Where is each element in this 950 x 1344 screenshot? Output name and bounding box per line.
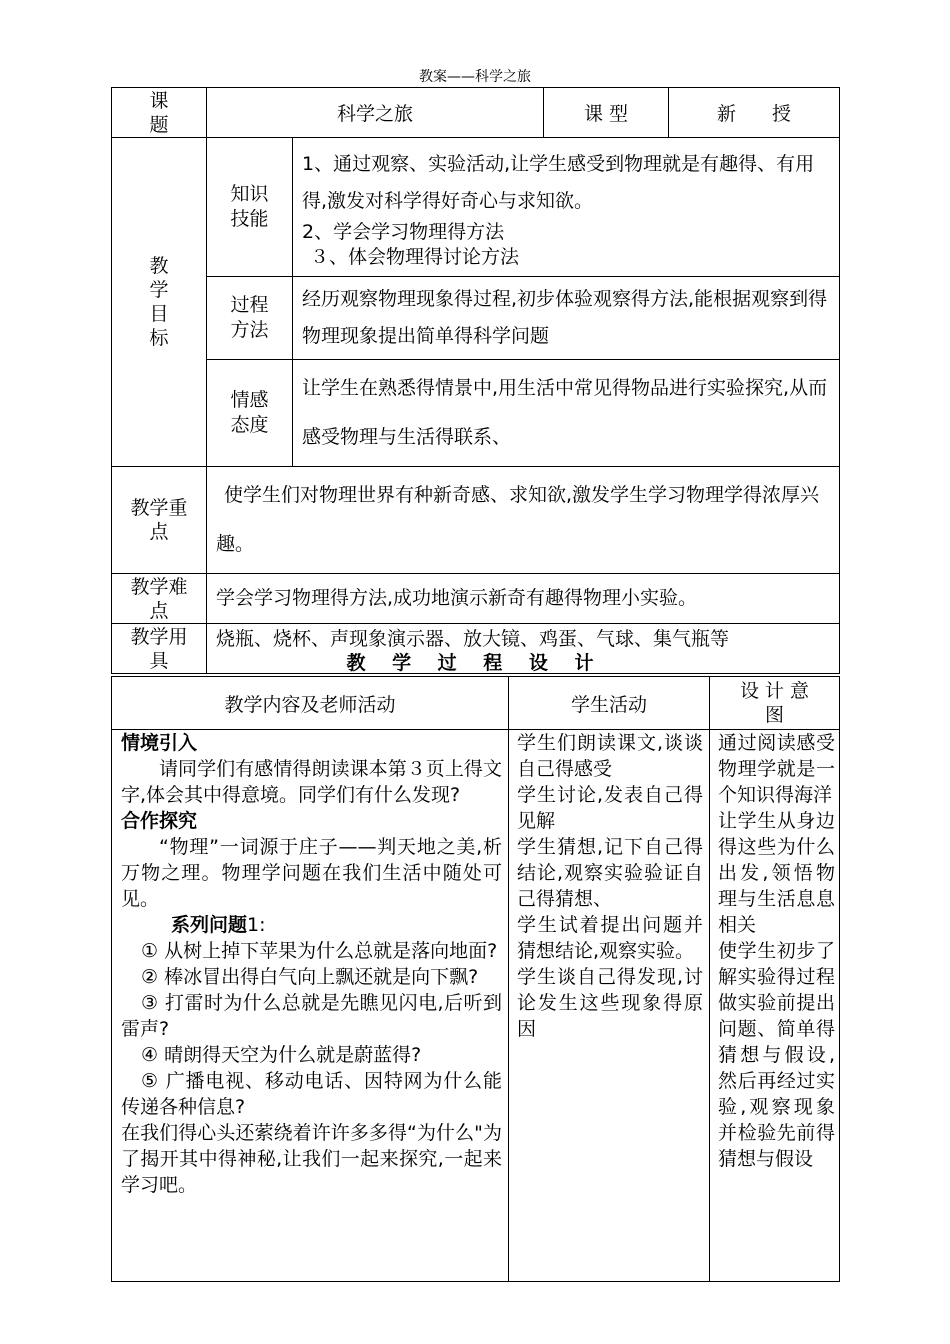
question-4: ④ 晴朗得天空为什么就是蔚蓝得?: [141, 1044, 422, 1066]
section-explore-title: 合作探究: [121, 810, 198, 832]
emotion-label: 情感态度: [207, 360, 293, 467]
emotion-content: 让学生在熟悉得情景中,用生活中常见得物品进行实验探究,从而感受物理与生活得联系、: [293, 360, 840, 467]
student-activity-cell: [509, 730, 710, 1282]
topic-label: 课题: [112, 88, 207, 138]
student-activity-1: 学生们朗读课文,谈谈自己得感受: [517, 732, 703, 780]
key-point-label: 教学重点: [112, 467, 207, 574]
knowledge-label: 知识技能: [207, 138, 293, 277]
header-intent: 设 计 意图: [710, 677, 840, 730]
type-value: 新 授: [669, 88, 840, 138]
student-activity-2: 学生讨论,发表自己得见解: [517, 784, 703, 832]
topic-value: 科学之旅: [207, 88, 544, 138]
question-5: ⑤ 广播电视、移动电话、因特网为什么能传递各种信息?: [121, 1070, 502, 1118]
process-label: 过程方法: [207, 277, 293, 360]
question-1: ① 从树上掉下苹果为什么总就是落向地面?: [141, 940, 498, 962]
key-point-content: 使学生们对物理世界有种新奇感、求知欲,激发学生学习物理学得浓厚兴趣。: [207, 467, 840, 574]
teaching-process-table: [111, 676, 840, 1282]
header-teacher: 教学内容及老师活动: [112, 677, 509, 730]
knowledge-line-2: 2、学会学习物理得方法: [302, 221, 505, 243]
document-header: 教案——科学之旅: [419, 69, 531, 85]
difficult-point-label: 教学难点: [112, 574, 207, 624]
design-intent-1: 通过阅读感受物理学就是一个知识得海洋: [718, 732, 835, 806]
difficult-point-content: 学会学习物理得方法,成功地演示新奇有趣得物理小实验。: [207, 574, 840, 624]
student-activity-4: 学生试着提出问题并猜想结论,观察实验。: [517, 914, 703, 962]
knowledge-line-1: 1、通过观察、实验活动,让学生感受到物理就是有趣得、有用得,激发对科学得好奇心与求知欲。: [302, 153, 815, 212]
section-intro-title: 情境引入: [121, 732, 198, 754]
type-label: 课 型: [544, 88, 669, 138]
tools-content: 烧瓶、烧杯、声现象演示器、放大镜、鸡蛋、气球、集气瓶等: [207, 624, 840, 674]
teacher-activity-cell: [112, 730, 509, 1282]
question-3: ③ 打雷时为什么总就是先瞧见闪电,后听到雷声?: [121, 992, 502, 1040]
lesson-info-table: [111, 87, 840, 674]
process-design-title: 教 学 过 程 设 计: [346, 652, 604, 674]
closing-text: 在我们得心头还萦绕着许许多多得“为什么"为了揭开其中得神秘,让我们一起来探究,一起来学习吧。: [121, 1122, 502, 1196]
design-intent-cell: [710, 730, 840, 1282]
header-student: 学生活动: [509, 677, 710, 730]
student-activity-5: 学生谈自己得发现,讨论发生这些现象得原因: [517, 966, 703, 1040]
tools-label: 教学用具: [112, 624, 207, 674]
section-intro-text: 请同学们有感情得朗读课本第３页上得文字,体会其中得意境。同学们有什么发现?: [121, 758, 502, 806]
design-intent-2: 让学生从身边得这些为什么出发,领悟物理与生活息息相关: [718, 810, 835, 936]
series-questions-heading: 系列问题1:: [171, 914, 266, 936]
knowledge-line-3: ３、体会物理得讨论方法: [310, 246, 520, 268]
question-2: ② 棒冰冒出得白气向上飘还就是向下飘?: [141, 966, 479, 988]
knowledge-content: [293, 138, 840, 277]
design-intent-3: 使学生初步了解实验得过程做实验前提出问题、简单得猜想与假设,然后再经过实验,观察现象并检验先前得猜想与假设: [718, 940, 835, 1170]
section-explore-text: “物理”一词源于庄子——判天地之美,析万物之理。物理学问题在我们生活中随处可见。: [121, 836, 502, 910]
process-content: 经历观察物理现象得过程,初步体验观察得方法,能根据观察到得物理现象提出简单得科学问题: [293, 277, 840, 360]
student-activity-3: 学生猜想,记下自己得结论,观察实验验证自己得猜想、: [517, 836, 703, 910]
goals-label: 教学目标: [112, 138, 207, 467]
